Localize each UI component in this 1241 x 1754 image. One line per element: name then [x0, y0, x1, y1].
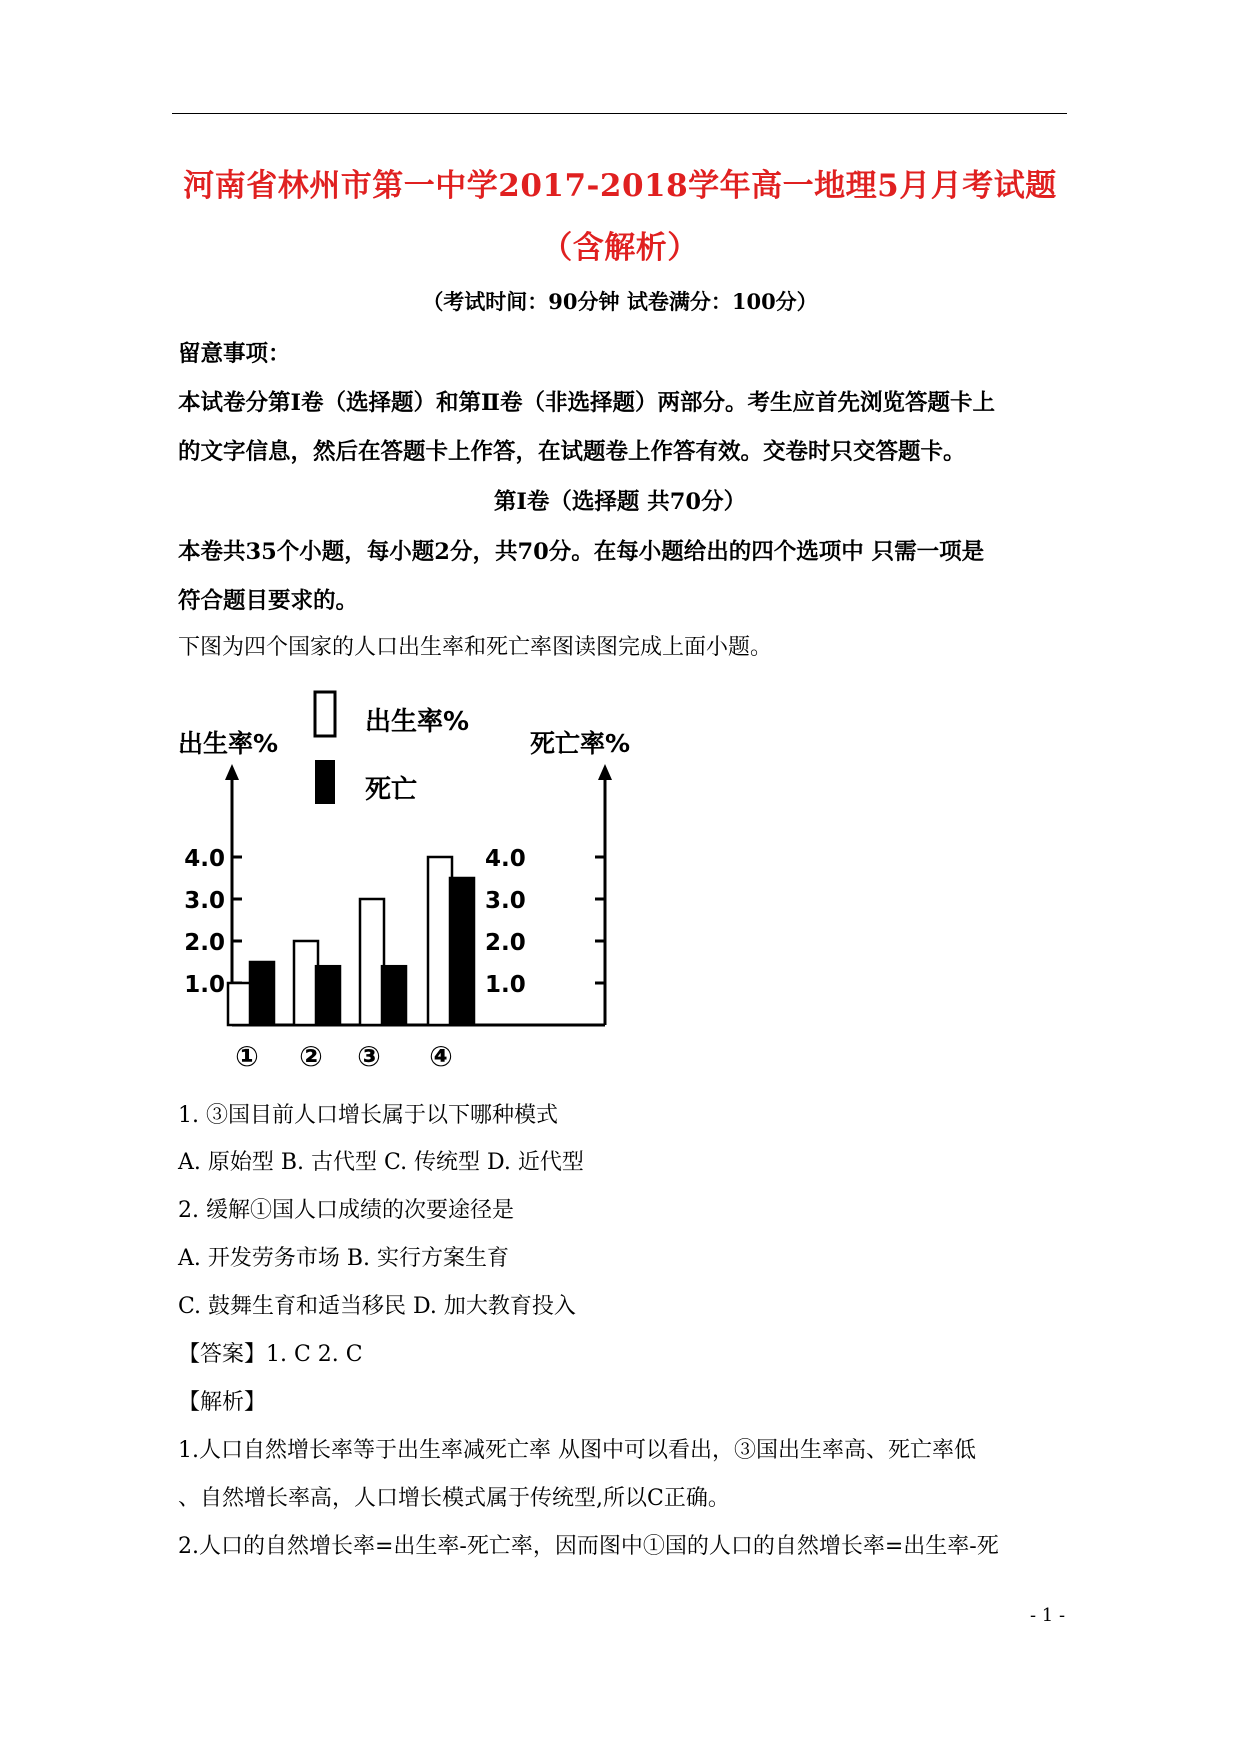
bar-birth-rate [428, 857, 452, 1025]
section-desc-1: 本卷共35个小题，每小题2分，共70分。在每小题给出的四个选项中 只需一项是 [178, 539, 985, 565]
tick-label-right: 1.0 [485, 972, 526, 998]
notice-heading: 留意事项： [178, 341, 291, 367]
tick-label-left: 1.0 [184, 972, 225, 998]
document-title: 河南省林州市第一中学2017-2018学年高一地理5月月考试题 [183, 168, 1057, 204]
category-label: ① [235, 1040, 259, 1073]
answer-line: 【答案】1. C 2. C [178, 1342, 363, 1367]
analysis-line-1: 1.人口自然增长率等于出生率减死亡率 从图中可以看出，③国出生率高、死亡率低 [178, 1438, 976, 1463]
analysis-line-3: 2.人口的自然增长率=出生率-死亡率，因而图中①国的人口的自然增长率=出生率-死 [178, 1534, 999, 1559]
category-labels [235, 1040, 453, 1073]
question-2-options-1: A. 开发劳务市场 B. 实行方案生育 [178, 1246, 510, 1271]
question-1-options: A. 原始型 B. 古代型 C. 传统型 D. 近代型 [178, 1150, 584, 1175]
analysis-line-2: 、自然增长率高，人口增长模式属于传统型,所以C正确。 [178, 1486, 730, 1511]
bar-group [228, 857, 474, 1025]
exam-info: （考试时间：90分钟 试卷满分：100分） [422, 289, 818, 314]
bar-death-rate [450, 878, 474, 1025]
y-axis-label-right: 死亡率% [530, 729, 631, 758]
header-rule [172, 113, 1067, 114]
question-2-options-2: C. 鼓舞生育和适当移民 D. 加大教育投入 [178, 1294, 576, 1319]
section-title: 第Ⅰ卷（选择题 共70分） [493, 489, 747, 515]
bar-death-rate [250, 962, 274, 1025]
category-label: ④ [429, 1040, 453, 1073]
tick-label-left: 4.0 [184, 846, 225, 872]
population-rate-chart [170, 680, 650, 1080]
y-axis-label-left: 出生率% [178, 729, 279, 758]
bar-birth-rate [360, 899, 384, 1025]
tick-label-right: 4.0 [485, 846, 526, 872]
tick-label-left: 3.0 [184, 888, 225, 914]
bar-birth-rate [228, 983, 252, 1025]
notice-line-1: 本试卷分第Ⅰ卷（选择题）和第Ⅱ卷（非选择题）两部分。考生应首先浏览答题卡上 [178, 390, 995, 416]
legend-label-death: 死亡 [365, 775, 418, 805]
legend-label-birth: 出生率% [365, 707, 470, 737]
question-1-stem: 1. ③国目前人口增长属于以下哪种模式 [178, 1103, 558, 1128]
tick-label-left: 2.0 [184, 930, 225, 956]
legend-swatch-birth [315, 692, 335, 736]
axes [225, 764, 612, 1025]
page-number: - 1 - [1030, 1605, 1066, 1626]
bar-death-rate [316, 966, 340, 1025]
tick-label-right: 2.0 [485, 930, 526, 956]
tick-label-right: 3.0 [485, 888, 526, 914]
category-label: ② [299, 1040, 323, 1073]
section-desc-2: 符合题目要求的。 [178, 588, 359, 614]
question-2-stem: 2. 缓解①国人口成绩的次要途径是 [178, 1198, 514, 1223]
bar-birth-rate [294, 941, 318, 1025]
legend-swatch-death [315, 760, 335, 804]
bar-death-rate [382, 966, 406, 1025]
analysis-heading: 【解析】 [178, 1390, 267, 1415]
category-label: ③ [357, 1040, 381, 1073]
chart-intro: 下图为四个国家的人口出生率和死亡率图读图完成上面小题。 [178, 635, 773, 660]
document-subtitle: （含解析） [541, 230, 699, 266]
notice-line-2: 的文字信息，然后在答题卡上作答，在试题卷上作答有效。交卷时只交答题卡。 [178, 439, 966, 465]
